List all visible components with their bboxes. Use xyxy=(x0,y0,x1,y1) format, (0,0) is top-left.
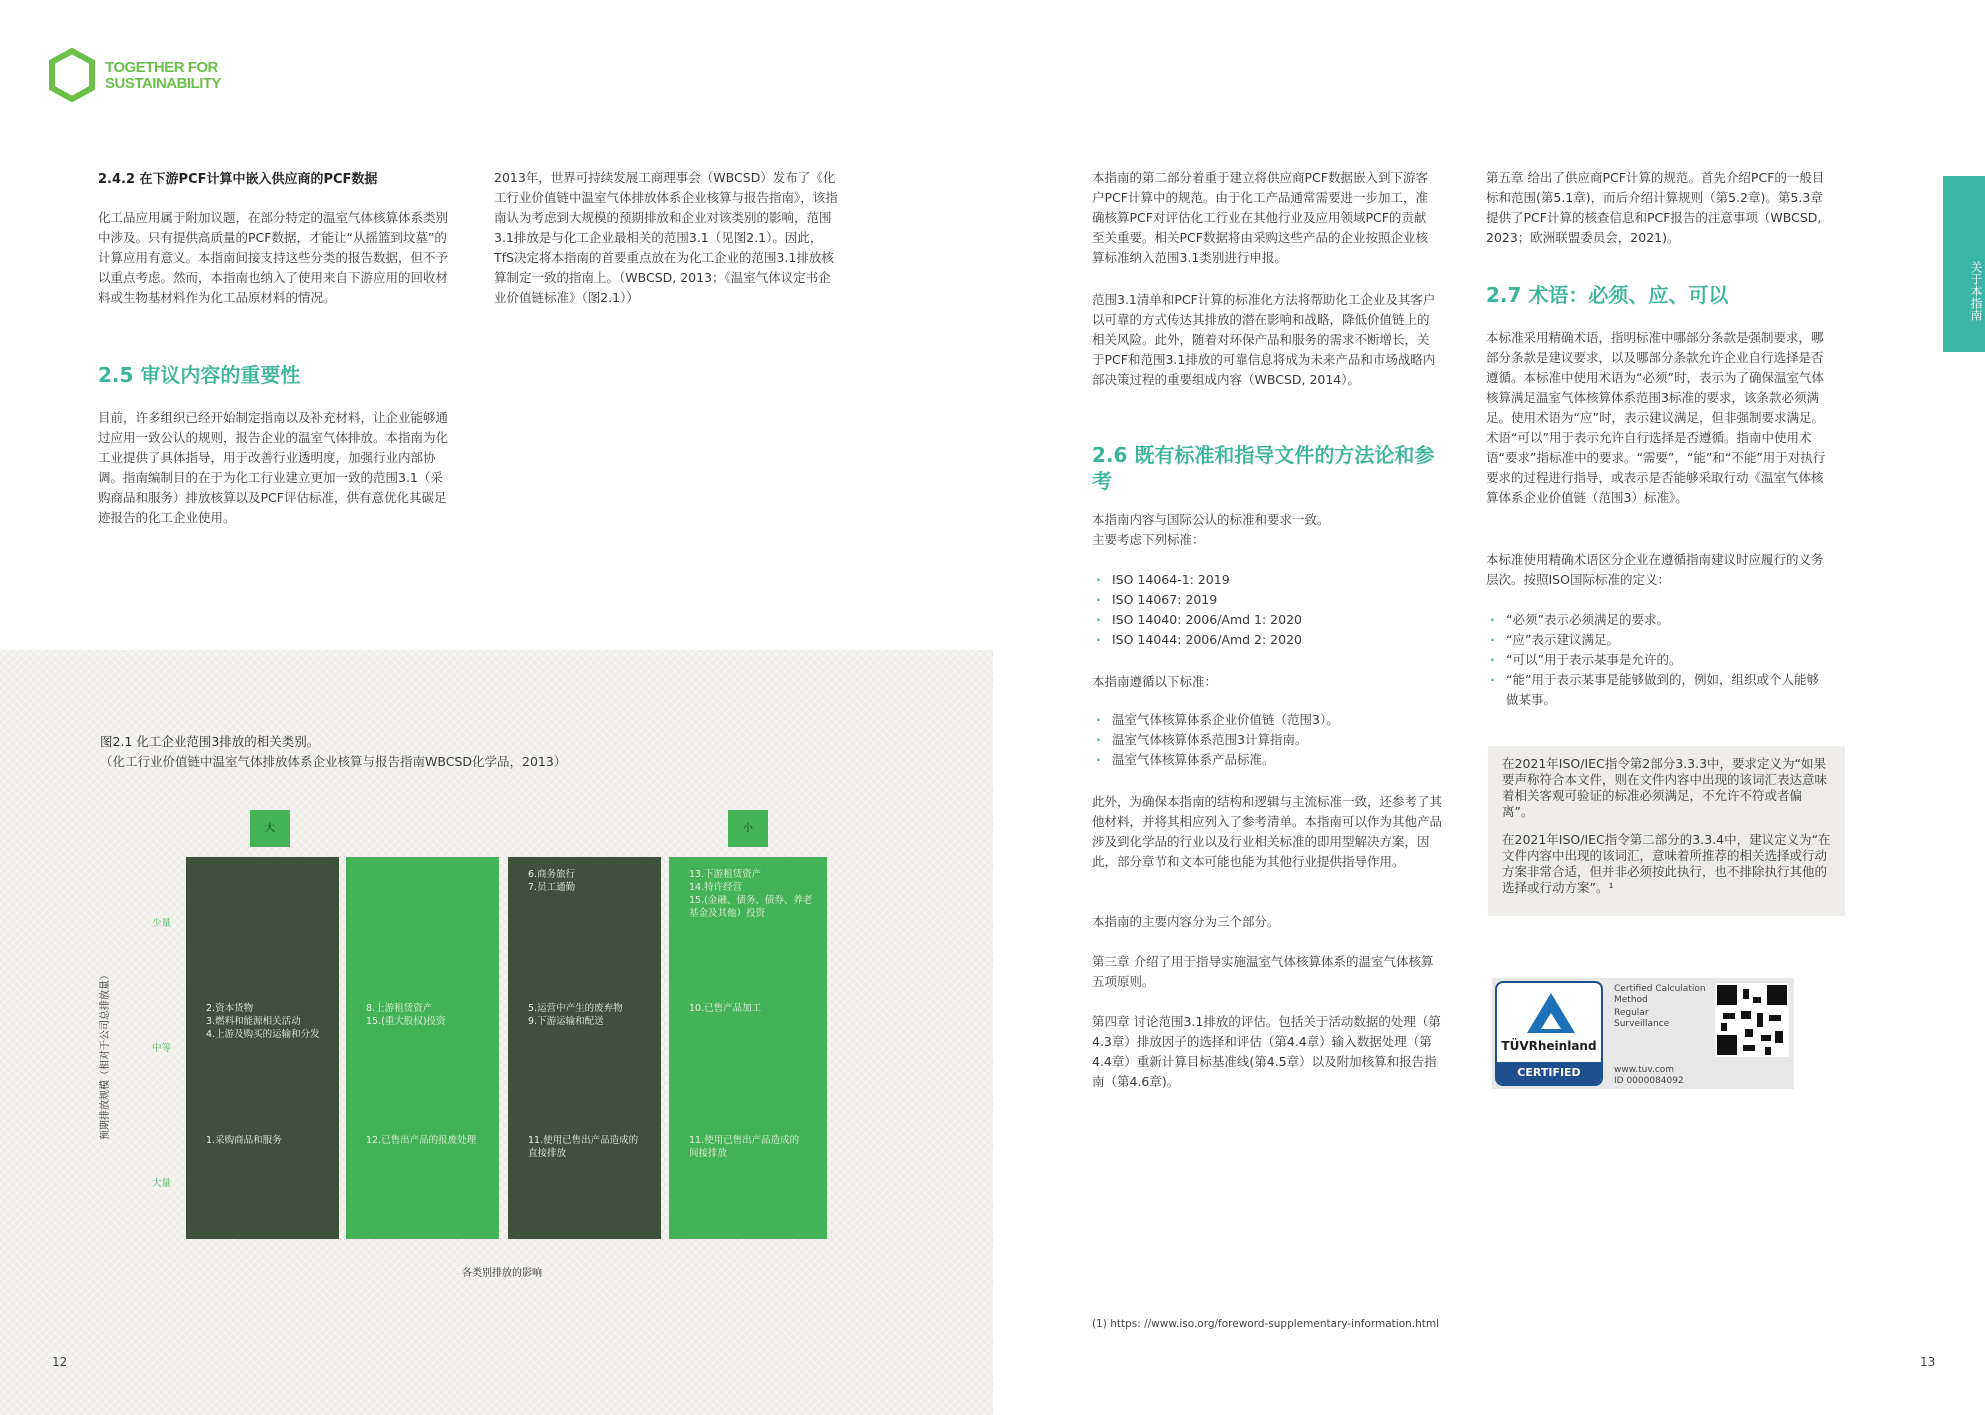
list-item: · “必须”表示必须满足的要求。 xyxy=(1486,610,1831,630)
part2-body: 本指南的第二部分着重于建立将供应商PCF数据嵌入到下游客户PCF计算中的规范。由于化工产品通常需要进一步加工，准确核算PCF对评估化工行业在其他行业及应用领域PCF的贡献至关重要。相关PCF数据将由采购这些产品的企业按照企业核算标准纳入范围3.1类别进行申报。 xyxy=(1092,170,1428,265)
section-2-4-2-title: 2.4.2 在下游PCF计算中嵌入供应商的PCF数据 xyxy=(98,172,378,187)
section-2-7-body: 本标准采用精确术语，指明标准中哪部分条款是强制要求，哪部分条款是建议要求，以及哪部分条款允许企业自行选择是否遵循。本标准中使用术语为“必须”时，表示为了确保温室气体核算满足温室气体核算体系范围3标准的要求，该条款必须满足。使用术语为“应”时，表示建议满足，但非强制要求满足。术语“可以”用于表示允许自行选择是否遵循。指南中使用术语“要求”指标准中的要求。“需要”，“能”和“不能”用于对执行要求的过程进行指导，或表示是否能够采取行动《温室气体核算体系企业价值链（范围3）标准》。 xyxy=(1486,330,1826,505)
qr-code-icon[interactable] xyxy=(1715,983,1789,1057)
list-item: · “可以”用于表示某事是允许的。 xyxy=(1486,650,1831,670)
col2-bottom-items: 12.已售出产品的报废处理 xyxy=(366,1135,477,1146)
certified-band: CERTIFIED xyxy=(1497,1062,1601,1084)
tuv-brand: TÜVRheinland xyxy=(1501,1039,1597,1053)
chapter-5-summary: 第五章 给出了供应商PCF计算的规范。首先介绍PCF的一般目标和范围(第5.1章)，而后介绍计算规则（第5.2章)。第5.3章提供了PCF计算的核查信息和PCF报告的注意事项（WBCSD, 2023；欧洲联盟委员会，2021)。 xyxy=(1486,170,1825,245)
logo-line2: SUSTAINABILITY xyxy=(105,75,222,92)
list-item: · “应”表示建议满足。 xyxy=(1486,630,1831,650)
section-2-7-title: 2.7 术语：必须、应、可以 xyxy=(1486,283,1729,307)
cert-line3: Regular xyxy=(1614,1008,1649,1018)
page-number-left: 12 xyxy=(52,1355,68,1369)
list-item: · ISO 14064-1: 2019 xyxy=(1092,570,1437,590)
tuv-seal xyxy=(1495,981,1603,1086)
list-item: · ISO 14040: 2006/Amd 1: 2020 xyxy=(1092,610,1437,630)
col3-bottom-items: 11.使用已售出产品造成的 直接排放 xyxy=(528,1135,639,1159)
x-axis-label: 各类别排放的影响 xyxy=(462,1268,542,1279)
col4-top-items: 13.下游租赁资产 14.特许经营 15.(金融、债务、债券、养老 基金及其他）投资 xyxy=(689,869,813,919)
col1-mid-items: 2.资本货物 3.燃料和能源相关活动 4.上游及购买的运输和分发 xyxy=(206,1003,320,1040)
chapter-4-summary: 第四章 讨论范围3.1排放的评估。包括关于活动数据的处理（第4.3章）排放因子的选择和评估（第4.4章）输入数据处理（第4.4章）重新计算目标基准线(第4.5章）以及附加核算和报告指南（第4.6章)。 xyxy=(1092,1014,1441,1089)
follow-standard-list xyxy=(1092,710,1437,770)
section-2-4-2-body: 化工品应用属于附加议题，在部分特定的温室气体核算体系类别中涉及。只有提供高质量的PCF数据，才能让“从摇篮到坟墓”的计算应用有意义。本指南间接支持这些分类的报告数据，但不予以重点考虑。然而，本指南也纳入了使用来自下游应用的回收材料或生物基材料作为化工品原材料的情况。 xyxy=(98,210,449,305)
list-item: · ISO 14067: 2019 xyxy=(1092,590,1437,610)
figure-title: 图2.1 化工企业范围3排放的相关类别。 xyxy=(100,734,320,749)
chapter-3-summary: 第三章 介绍了用于指导实施温室气体核算体系的温室气体核算五项原则。 xyxy=(1092,954,1434,989)
logo-line1: TOGETHER FOR xyxy=(105,59,218,76)
logo xyxy=(48,48,228,106)
cert-line2: Method xyxy=(1614,995,1648,1005)
y-axis-label: 预期排放规模（相对于公司总排放量） xyxy=(100,970,111,1140)
col3-mid-items: 5.运营中产生的废弃物 9.下游运输和配送 xyxy=(528,1003,623,1027)
tuv-certificate xyxy=(1492,978,1794,1089)
follow-intro: 本指南遵循以下标准： xyxy=(1092,674,1218,689)
section-2-6-title: 2.6 既有标准和指导文件的方法论和参考 xyxy=(1092,443,1435,493)
scope-body: 范围3.1清单和PCF计算的标准化方法将帮助化工企业及其客户以可靠的方式传达其排放的潜在影响和战略，降低价值链上的相关风险。此外，随着对环保产品和服务的需求不断增长，关于PCF和范围3.1排放的可靠信息将成为未来产品和市场战略内部决策过程的重要组成内容（WBCSD, 2014）。 xyxy=(1092,292,1436,387)
cert-line1: Certified Calculation xyxy=(1614,984,1706,994)
page-number-right: 13 xyxy=(1920,1355,1936,1369)
iso-standard-list xyxy=(1092,570,1437,650)
hexagon-logo-icon xyxy=(48,48,96,102)
col4-mid-items: 10.已售产品加工 xyxy=(689,1003,762,1014)
scale-label-big: 大 xyxy=(250,810,290,847)
category-column-2 xyxy=(346,857,499,1239)
side-tab[interactable]: 关于本指南 xyxy=(1943,176,1985,352)
list-item: · 温室气体核算体系企业价值链（范围3）。 xyxy=(1092,710,1437,730)
section-2-7-body2: 本标准使用精确术语区分企业在遵循指南建议时应履行的义务层次。按照ISO国际标准的定义： xyxy=(1486,552,1824,587)
three-parts-text: 本指南的主要内容分为三个部分。 xyxy=(1092,914,1280,929)
list-item: · 温室气体核算体系产品标准。 xyxy=(1092,750,1437,770)
col2-mid-items: 8.上游租赁资产 15.(重大股权)投资 xyxy=(366,1003,446,1027)
y-tick-low: 少量 xyxy=(152,918,172,929)
scale-label-small: 小 xyxy=(728,810,768,847)
cert-url[interactable]: www.tuv.com xyxy=(1614,1065,1675,1075)
term-definition-list xyxy=(1486,610,1831,710)
list-item: · “能”用于表示某事是能够做到的，例如，组织或个人能够做某事。 xyxy=(1486,670,1831,710)
category-column-4 xyxy=(669,857,827,1239)
figure-subtitle: （化工行业价值链中温室气体排放体系企业核算与报告指南WBCSD化学品，2013） xyxy=(100,754,567,769)
cert-id: ID 0000084092 xyxy=(1614,1076,1684,1086)
col3-top-items: 6.商务旅行 7.员工通勤 xyxy=(528,869,576,893)
category-column-1 xyxy=(186,857,339,1239)
category-column-3 xyxy=(508,857,661,1239)
note-requirement: 在2021年ISO/IEC指令第2部分3.3.3中，要求定义为“如果要声称符合本文件，则在文件内容中出现的该词汇表达意味着相关客观可验证的标准必须满足，不允许不符或者偏离”。 xyxy=(1502,756,1828,819)
list-item: · ISO 14044: 2006/Amd 2: 2020 xyxy=(1092,630,1437,650)
also-body: 此外，为确保本指南的结构和逻辑与主流标准一致，还参考了其他材料，并将其相应列入了参考清单。本指南可以作为其他产品涉及到化学品的行业以及行业相关标准的即用型解决方案，因此，部分章节和文本可能也能为其他行业提供指导作用。 xyxy=(1092,794,1443,869)
section-2-4-2-body2: 2013年，世界可持续发展工商理事会（WBCSD）发布了《化工行业价值链中温室气体排放体系企业核算与报告指南》，该指南认为考虑到大规模的预期排放和企业对该类别的影响，范围3.1排放是与化工企业最相关的范围3.1（见图2.1）。因此，TfS决定将本指南的首要重点放在为化工企业的范围3.1排放核算制定一致的指南上。（WBCSD, 2013；《温室气体议定书企业价值链标准》（图2.1）） xyxy=(494,170,838,305)
col1-bottom-items: 1.采购商品和服务 xyxy=(206,1135,282,1146)
section-2-5-body: 目前，许多组织已经开始制定指南以及补充材料，让企业能够通过应用一致公认的规则，报告企业的温室气体排放。本指南为化工业提供了具体指导，用于改善行业透明度，加强行业内部协调。指南编制目的在于为化工行业建立更加一致的范围3.1（采购商品和服务）排放核算以及PCF评估标准，供有意优化其碳足迹报告的化工企业使用。 xyxy=(98,410,449,525)
y-tick-mid: 中等 xyxy=(152,1043,172,1054)
list-item: · 温室气体核算体系范围3计算指南。 xyxy=(1092,730,1437,750)
section-2-5-title: 2.5 审议内容的重要性 xyxy=(98,363,301,387)
footnote: (1) https: //www.iso.org/foreword-supplementary-information.html xyxy=(1092,1318,1440,1330)
note-recommendation: 在2021年ISO/IEC指令第二部分的3.3.4中，建议定义为“在文件内容中出现的该词汇，意味着所推荐的相关选择或行动方案非常合适，但并非必须按此执行，也不排除执行其他的选择或行动方案”。¹ xyxy=(1502,832,1831,895)
y-tick-high: 大量 xyxy=(152,1178,172,1189)
iso-note-box xyxy=(1488,746,1845,916)
col4-bottom-items: 11.使用已售出产品造成的 间接排放 xyxy=(689,1135,800,1159)
cert-line4: Surveillance xyxy=(1614,1019,1670,1029)
section-2-6-intro: 本指南内容与国际公认的标准和要求一致。 主要考虑下列标准： xyxy=(1092,512,1330,547)
